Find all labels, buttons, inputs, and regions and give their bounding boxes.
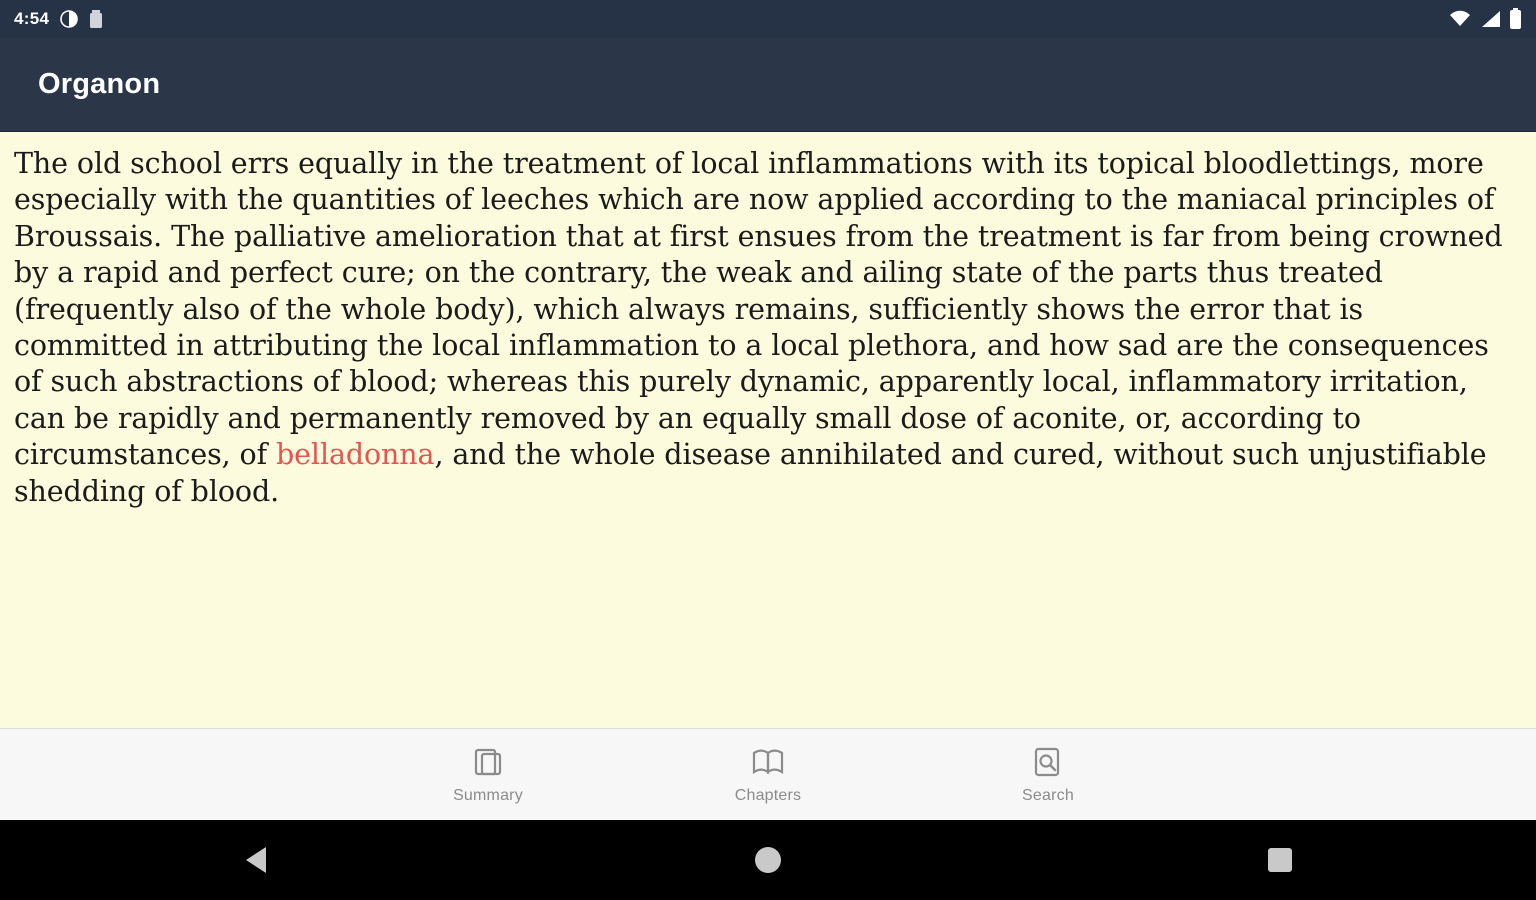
bottom-navigation [0, 728, 1536, 820]
recents-button[interactable] [1220, 848, 1340, 872]
reader-content[interactable] [0, 132, 1536, 728]
nav-item-chapters[interactable] [693, 745, 843, 805]
app-bar [0, 38, 1536, 132]
nav-label-search: Search [1022, 786, 1074, 804]
home-circle-icon [755, 847, 781, 873]
wifi-icon [1449, 10, 1471, 28]
page-title: Organon [38, 68, 161, 100]
battery-saver-icon [89, 9, 103, 29]
nav-item-search[interactable] [973, 745, 1123, 805]
clock-icon [59, 9, 79, 29]
system-navigation-bar [0, 820, 1536, 900]
search-page-icon [1031, 745, 1065, 779]
status-bar-right [1449, 8, 1522, 30]
nav-label-summary: Summary [453, 786, 523, 804]
signal-icon [1479, 10, 1501, 28]
status-time: 4:54 [14, 9, 50, 28]
paragraph-segment-2: , and the whole disease annihilated and cured, without such unjustifiable shedding of blood. [14, 438, 1487, 508]
status-bar-left [14, 9, 103, 29]
book-icon [751, 745, 785, 779]
back-triangle-icon [246, 847, 266, 873]
battery-icon [1509, 8, 1522, 30]
status-bar [0, 0, 1536, 38]
recents-square-icon [1268, 848, 1292, 872]
remedy-link-belladonna[interactable]: belladonna [276, 438, 435, 472]
back-button[interactable] [196, 847, 316, 873]
paragraph-text [14, 146, 1522, 510]
summary-icon [471, 745, 505, 779]
nav-label-chapters: Chapters [734, 786, 802, 804]
home-button[interactable] [708, 847, 828, 873]
paragraph-segment-1: The old school errs equally in the treatment of local inflammations with its topical bloodlettings, more especially with the quantities of leeches which are now applied according to the maniacal principles of Broussais. The palliative amelioration that at first ensues from the treatment is far from being crowned by a rapid and perfect cure; on the contrary, the weak and ailing state of the parts thus treated (frequently also of the whole body), which always remains, sufficiently shows the error that is committed in attributing the local inflammation to a local plethora, and how sad are the consequences of such abstractions of blood; whereas this purely dynamic, apparently local, inflammatory irritation, can be rapidly and permanently removed by an equally small dose of aconite, or, according to circumstances, of [14, 147, 1503, 472]
nav-item-summary[interactable] [413, 745, 563, 805]
